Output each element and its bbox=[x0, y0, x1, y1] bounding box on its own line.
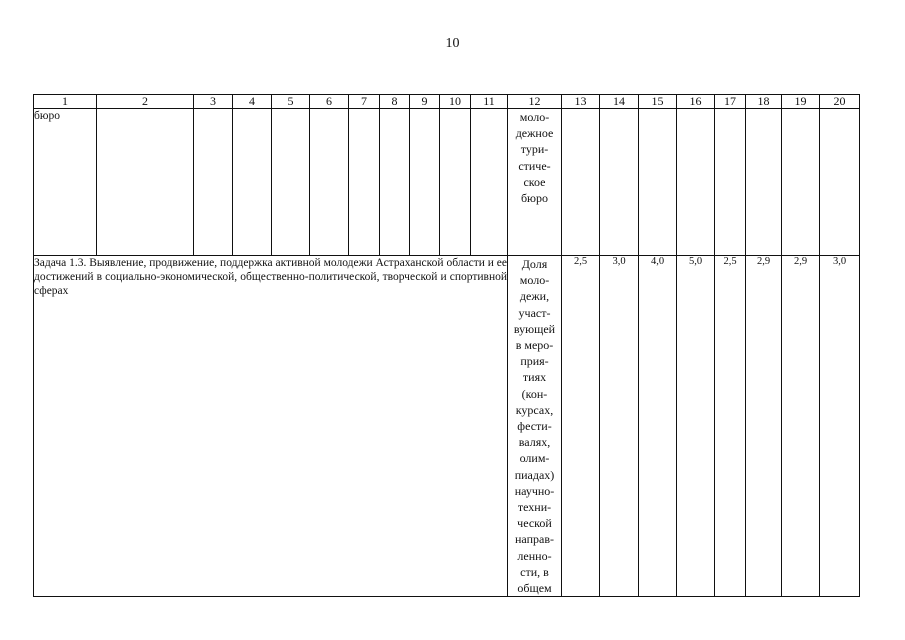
indicator-line: тиях bbox=[522, 370, 547, 385]
indicator-line: ское bbox=[523, 174, 546, 189]
indicator-line: техни- bbox=[517, 500, 552, 515]
page-number: 10 bbox=[445, 36, 460, 51]
indicator-line: сти, в bbox=[520, 564, 549, 579]
indicator-line: моло- bbox=[519, 273, 550, 288]
table-cell bbox=[272, 109, 310, 256]
indicator-line: общем bbox=[517, 581, 552, 596]
indicator-cell bbox=[508, 109, 562, 256]
column-header: 4 bbox=[233, 95, 272, 109]
table-cell bbox=[562, 109, 600, 256]
column-header: 15 bbox=[639, 95, 677, 109]
indicator-line: фести- bbox=[517, 419, 552, 434]
table-cell bbox=[97, 109, 194, 256]
indicator-line: валях, bbox=[518, 435, 551, 450]
indicator-table bbox=[33, 94, 860, 597]
indicator-line: ческой bbox=[517, 516, 552, 531]
indicator-line: дежное bbox=[515, 126, 554, 141]
table-cell bbox=[440, 109, 471, 256]
indicator-line: тури- bbox=[520, 142, 549, 157]
table-cell bbox=[410, 109, 440, 256]
table-cell bbox=[349, 109, 380, 256]
table-cell bbox=[715, 109, 746, 256]
indicator-line: курсах, bbox=[515, 402, 554, 417]
column-header: 1 bbox=[34, 95, 97, 109]
indicator-line: бюро bbox=[520, 191, 549, 206]
column-header: 11 bbox=[471, 95, 508, 109]
indicator-line: научно- bbox=[514, 483, 555, 498]
indicator-line: вующей bbox=[513, 321, 556, 336]
indicator-cell bbox=[508, 256, 562, 597]
table-cell bbox=[600, 109, 639, 256]
indicator-line: участ- bbox=[518, 305, 551, 320]
column-header: 9 bbox=[410, 95, 440, 109]
table-cell bbox=[471, 109, 508, 256]
column-header: 17 bbox=[715, 95, 746, 109]
value-cell: 2,9 bbox=[746, 256, 782, 597]
indicator-line: моло- bbox=[519, 110, 550, 124]
value-cell: 3,0 bbox=[600, 256, 639, 597]
column-header: 6 bbox=[310, 95, 349, 109]
table-cell bbox=[782, 109, 820, 256]
table-cell: бюро bbox=[34, 109, 97, 256]
indicator-line: в меро- bbox=[515, 338, 554, 353]
column-header: 10 bbox=[440, 95, 471, 109]
value-cell: 2,5 bbox=[715, 256, 746, 597]
column-header: 12 bbox=[508, 95, 562, 109]
column-header: 14 bbox=[600, 95, 639, 109]
indicator-line: стиче- bbox=[518, 158, 551, 173]
table-cell bbox=[310, 109, 349, 256]
indicator-line: олим- bbox=[519, 451, 550, 466]
column-header: 16 bbox=[677, 95, 715, 109]
indicator-line: (кон- bbox=[521, 386, 548, 401]
column-header: 18 bbox=[746, 95, 782, 109]
table-cell bbox=[746, 109, 782, 256]
indicator-line: направ- bbox=[515, 532, 554, 547]
value-cell: 2,9 bbox=[782, 256, 820, 597]
column-header: 2 bbox=[97, 95, 194, 109]
table-cell bbox=[677, 109, 715, 256]
indicator-line: Доля bbox=[521, 257, 548, 271]
column-header: 13 bbox=[562, 95, 600, 109]
value-cell: 3,0 bbox=[820, 256, 860, 597]
table-cell bbox=[233, 109, 272, 256]
indicator-line: дежи, bbox=[519, 289, 550, 304]
table-cell bbox=[194, 109, 233, 256]
indicator-line: прия- bbox=[520, 354, 549, 369]
column-header: 5 bbox=[272, 95, 310, 109]
column-header: 20 bbox=[820, 95, 860, 109]
indicator-line: пиадах) bbox=[514, 467, 555, 482]
header-row bbox=[34, 95, 860, 109]
table-row-bureau bbox=[34, 109, 860, 256]
table-cell bbox=[639, 109, 677, 256]
table-row-task bbox=[34, 256, 860, 597]
value-cell: 2,5 bbox=[562, 256, 600, 597]
value-cell: 5,0 bbox=[677, 256, 715, 597]
column-header: 19 bbox=[782, 95, 820, 109]
table-cell bbox=[380, 109, 410, 256]
column-header: 3 bbox=[194, 95, 233, 109]
table-cell bbox=[820, 109, 860, 256]
column-header: 7 bbox=[349, 95, 380, 109]
value-cell: 4,0 bbox=[639, 256, 677, 597]
column-header: 8 bbox=[380, 95, 410, 109]
indicator-line: леннo- bbox=[517, 548, 552, 563]
task-description: Задача 1.3. Выявление, продвижение, поддержка активной молодежи Астраханской области и ее достижений в социально-экономической, общественно-политической, творческой и спортивной сферах bbox=[34, 256, 508, 597]
